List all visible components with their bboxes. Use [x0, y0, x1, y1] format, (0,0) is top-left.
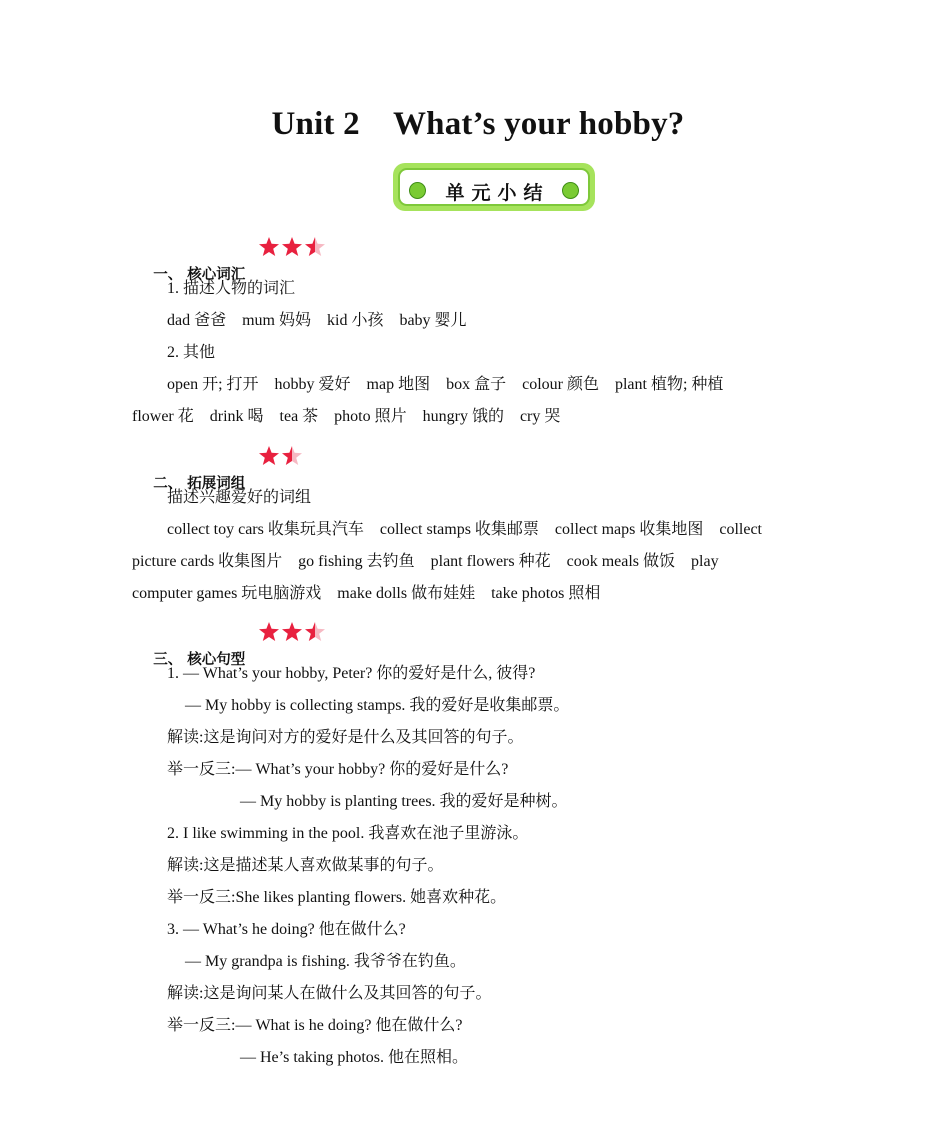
- star-icon: [258, 236, 280, 258]
- text-line: flower 花 drink 喝 tea 茶 photo 照片 hungry 饿的 cry 哭: [132, 408, 561, 425]
- text-line: 举一反三:She likes planting flowers. 她喜欢种花。: [167, 889, 507, 906]
- star-icon: [281, 236, 303, 258]
- section-heading-extended-phrases: 二、 拓展词组: [133, 445, 245, 471]
- text-line: — My hobby is planting trees. 我的爱好是种树。: [240, 793, 568, 810]
- text-line: 举一反三:— What is he doing? 他在做什么?: [167, 1017, 463, 1034]
- text-line: 举一反三:— What’s your hobby? 你的爱好是什么?: [167, 761, 509, 778]
- text-line: collect toy cars 收集玩具汽车 collect stamps 收集邮票 collect maps 收集地图 collect: [167, 521, 762, 538]
- text-line: — My grandpa is fishing. 我爷爷在钓鱼。: [185, 953, 466, 970]
- unit-title: Unit 2 What’s your hobby?: [271, 106, 685, 142]
- star-icon: [258, 445, 280, 467]
- text-line: 2. I like swimming in the pool. 我喜欢在池子里游泳。: [167, 825, 529, 842]
- star-icon: [281, 445, 303, 467]
- section-heading-core-sentences: 三、 核心句型: [133, 621, 245, 647]
- text-line: 1. 描述人物的词汇: [167, 280, 296, 297]
- star-icon: [258, 621, 280, 643]
- text-line: computer games 玩电脑游戏 make dolls 做布娃娃 take photos 照相: [132, 585, 601, 602]
- star-icon: [304, 236, 326, 258]
- star-icon: [281, 621, 303, 643]
- text-line: — My hobby is collecting stamps. 我的爱好是收集邮票。: [185, 697, 570, 714]
- text-line: dad 爸爸 mum 妈妈 kid 小孩 baby 婴儿: [167, 312, 467, 329]
- text-line: 描述兴趣爱好的词组: [167, 489, 312, 506]
- difficulty-stars: [258, 236, 327, 262]
- text-line: 解读:这是询问对方的爱好是什么及其回答的句子。: [167, 729, 524, 746]
- section-heading-core-vocabulary: 一、 核心词汇: [133, 236, 245, 262]
- difficulty-stars: [258, 621, 327, 647]
- star-icon: [304, 621, 326, 643]
- text-line: 3. — What’s he doing? 他在做什么?: [167, 921, 406, 938]
- text-line: picture cards 收集图片 go fishing 去钓鱼 plant flowers 种花 cook meals 做饭 play: [132, 553, 719, 570]
- text-line: — He’s taking photos. 他在照相。: [240, 1049, 468, 1066]
- badge-label: 单元小结: [445, 182, 550, 204]
- text-line: 解读:这是描述某人喜欢做某事的句子。: [167, 857, 444, 874]
- text-line: open 开; 打开 hobby 爱好 map 地图 box 盒子 colour 颜色 plant 植物; 种植: [167, 376, 724, 393]
- text-line: 1. — What’s your hobby, Peter? 你的爱好是什么, 彼得?: [167, 665, 536, 682]
- difficulty-stars: [258, 445, 304, 471]
- unit-summary-badge: [393, 163, 595, 211]
- text-line: 解读:这是询问某人在做什么及其回答的句子。: [167, 985, 492, 1002]
- text-line: 2. 其他: [167, 344, 216, 361]
